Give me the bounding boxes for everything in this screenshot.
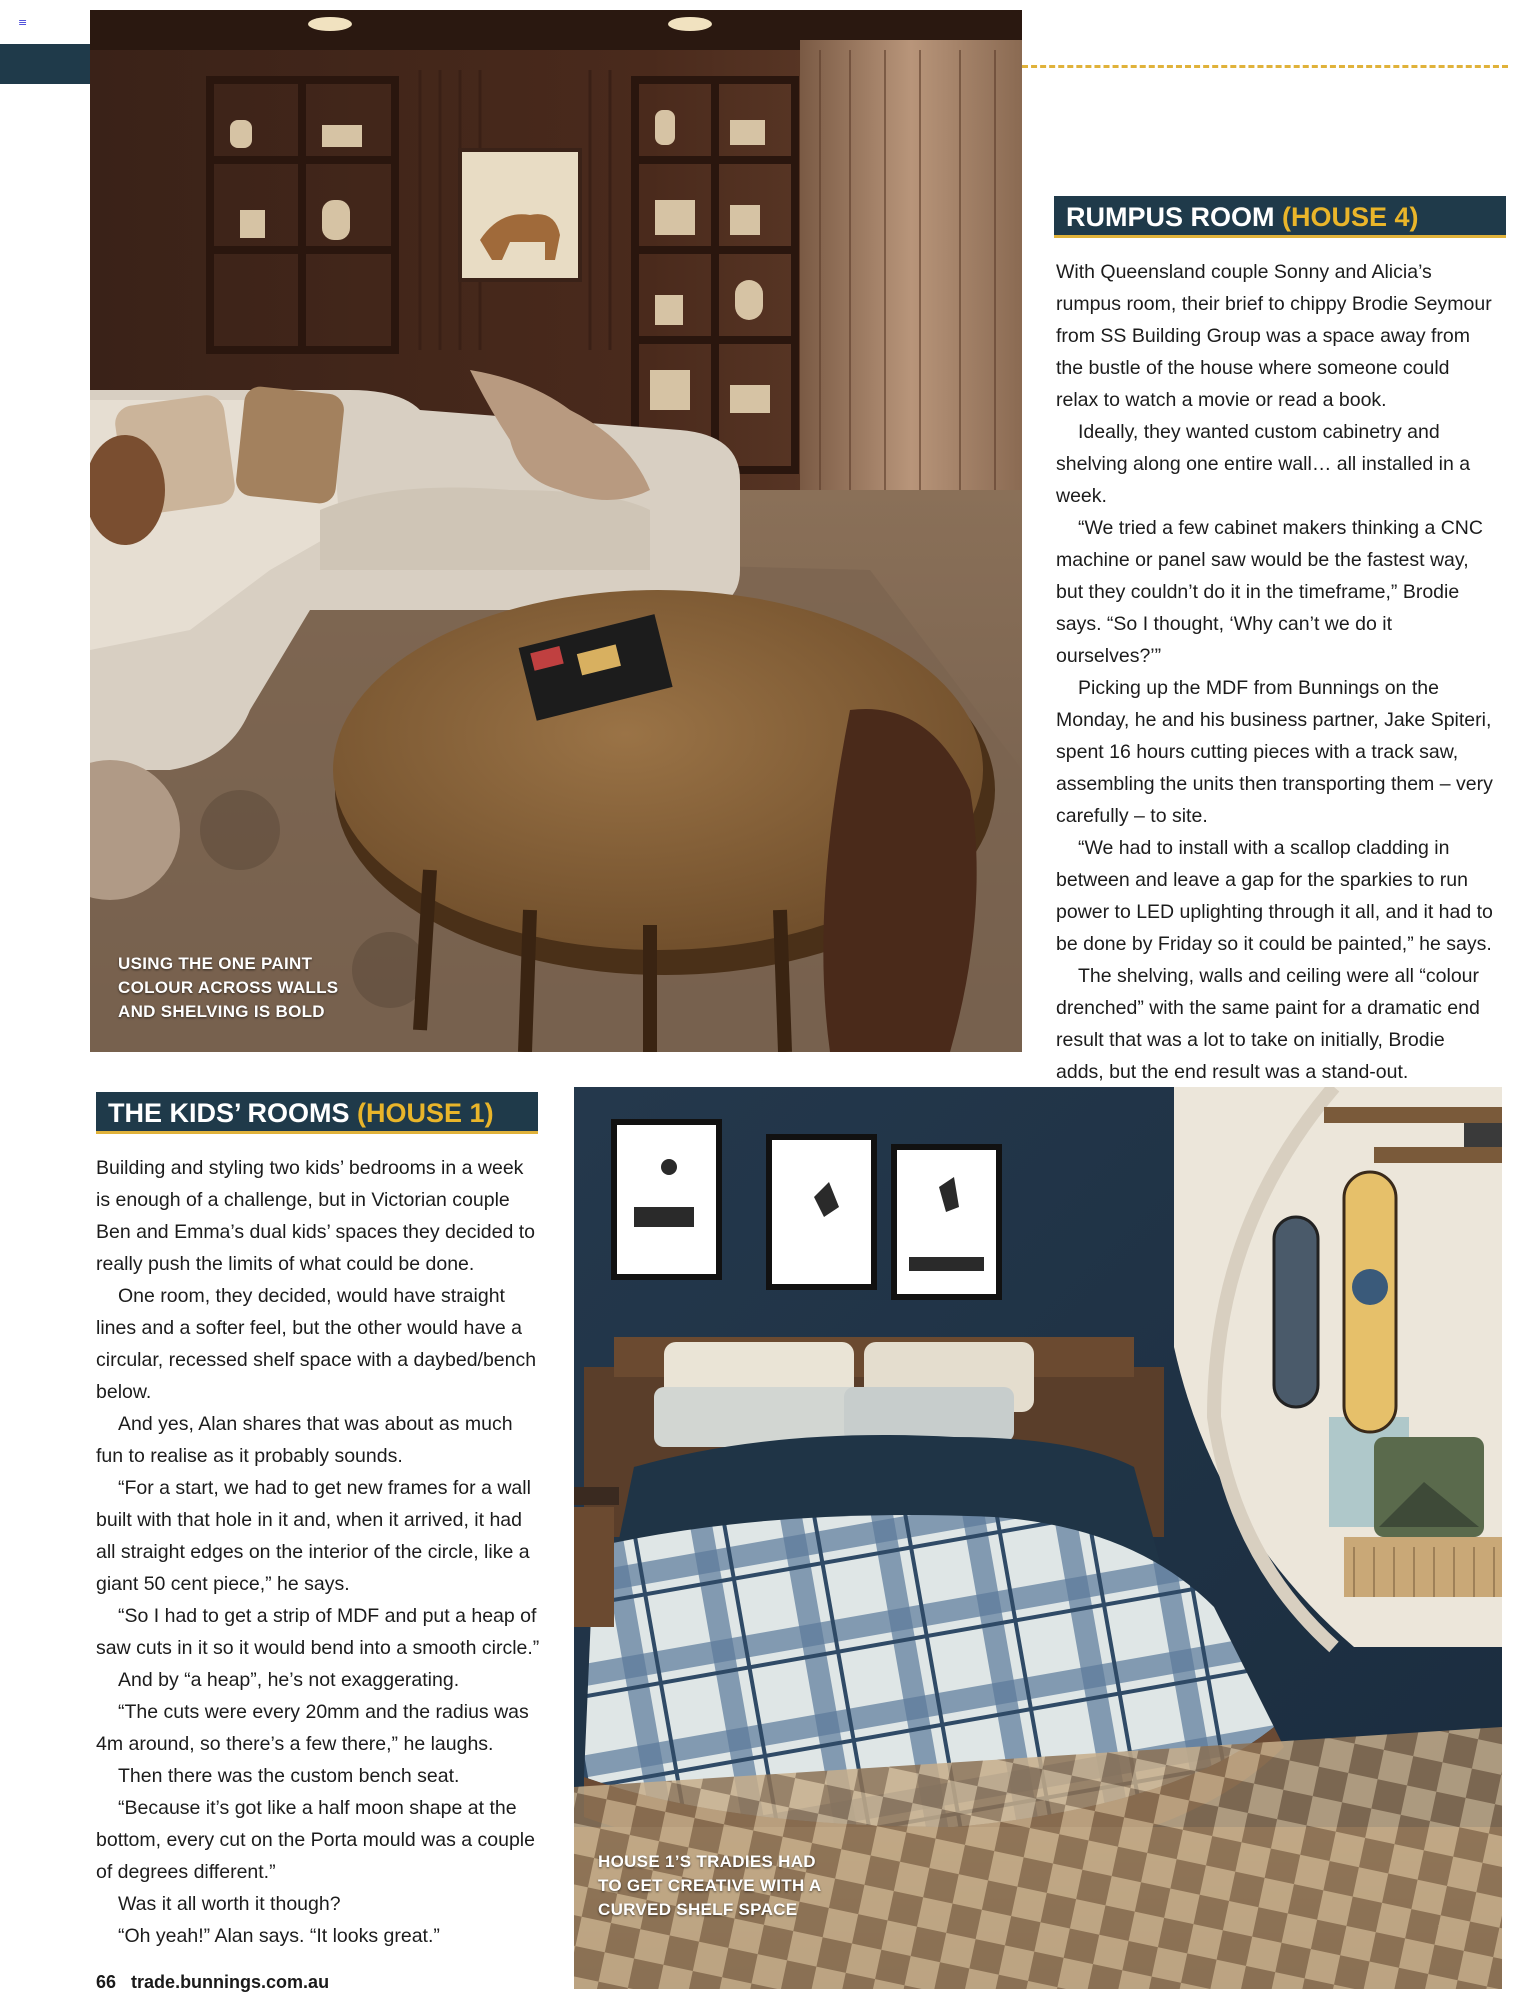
paragraph: “Because it’s got like a half moon shape at the bottom, every cut on the Porta mould was a couple of degrees different.” — [96, 1797, 535, 1883]
paragraph: And yes, Alan shares that was about as much fun to realise as it probably sounds. — [96, 1413, 513, 1467]
paragraph: “So I had to get a strip of MDF and put a heap of saw cuts in it so it would bend into a smooth circle.” — [96, 1605, 540, 1659]
paragraph: And by “a heap”, he’s not exaggerating. — [118, 1669, 460, 1691]
page-number: 66 — [96, 1972, 117, 1992]
rumpus-heading-accent: (HOUSE 4) — [1282, 202, 1419, 232]
kids-article-text — [96, 1152, 540, 1952]
menu-icon[interactable]: ≡ — [18, 16, 28, 29]
rumpus-article-text — [1056, 256, 1496, 1120]
paragraph: “We tried a few cabinet makers thinking a CNC machine or panel saw would be the fastest way, but they couldn’t do it in the timeframe,” Brodie says. “So I thought, ‘Why can’t we do it ourselves?’” — [1056, 517, 1483, 667]
kids-heading-accent: (HOUSE 1) — [357, 1098, 494, 1128]
page-footer — [96, 1972, 329, 1993]
kids-rooms-heading — [96, 1092, 538, 1134]
paragraph: The shelving, walls and ceiling were all “colour drenched” with the same paint for a dramatic end result that was a lot to take on initially, Brodie adds, but the end result was a stand-out. — [1056, 965, 1480, 1083]
footer-url[interactable]: trade.bunnings.com.au — [131, 1972, 330, 1992]
paragraph: “We had to install with a scallop cladding in between and leave a gap for the sparkies to run power to LED uplighting through it all, and it had to be done by Friday so it could be painted,” he says. — [1056, 837, 1493, 955]
paragraph: Ideally, they wanted custom cabinetry and shelving along one entire wall… all installed in a week. — [1056, 421, 1471, 507]
kids-heading-label: THE KIDS’ ROOMS — [108, 1098, 350, 1128]
rumpus-photo-caption: USING THE ONE PAINT COLOUR ACROSS WALLS AND SHELVING IS BOLD — [118, 954, 339, 1021]
paragraph: “The cuts were every 20mm and the radius was 4m around, so there’s a few there,” he laughs. — [96, 1701, 529, 1755]
paragraph: With Queensland couple Sonny and Alicia’s rumpus room, their brief to chippy Brodie Seymour from SS Building Group was a space away from the bustle of the house where someone could relax to watch a movie or read a book. — [1056, 261, 1492, 411]
paragraph: “Oh yeah!” Alan says. “It looks great.” — [118, 1925, 440, 1947]
rumpus-heading-label: RUMPUS ROOM — [1066, 202, 1275, 232]
kids-photo-caption: HOUSE 1’S TRADIES HAD TO GET CREATIVE WITH A CURVED SHELF SPACE — [598, 1852, 821, 1919]
paragraph: Picking up the MDF from Bunnings on the Monday, he and his business partner, Jake Spiteri, spent 16 hours cutting pieces with a track saw, assembling the units then transporting them – very carefully – to site. — [1056, 677, 1493, 827]
paragraph: Was it all worth it though? — [118, 1893, 341, 1915]
paragraph: “For a start, we had to get new frames for a wall built with that hole in it and, when it arrived, it had all straight edges on the interior of the circle, like a giant 50 cent piece,” he says. — [96, 1477, 531, 1595]
paragraph: Then there was the custom bench seat. — [118, 1765, 460, 1787]
dashed-rule — [1022, 65, 1508, 68]
rumpus-room-heading — [1054, 196, 1506, 238]
paragraph: One room, they decided, would have straight lines and a softer feel, but the other would have a circular, recessed shelf space with a daybed/bench below. — [96, 1285, 537, 1403]
rumpus-room-photo — [90, 10, 1022, 1052]
paragraph: Building and styling two kids’ bedrooms in a week is enough of a challenge, but in Victorian couple Ben and Emma’s dual kids’ spaces they decided to really push the limits of what could be done. — [96, 1157, 536, 1275]
